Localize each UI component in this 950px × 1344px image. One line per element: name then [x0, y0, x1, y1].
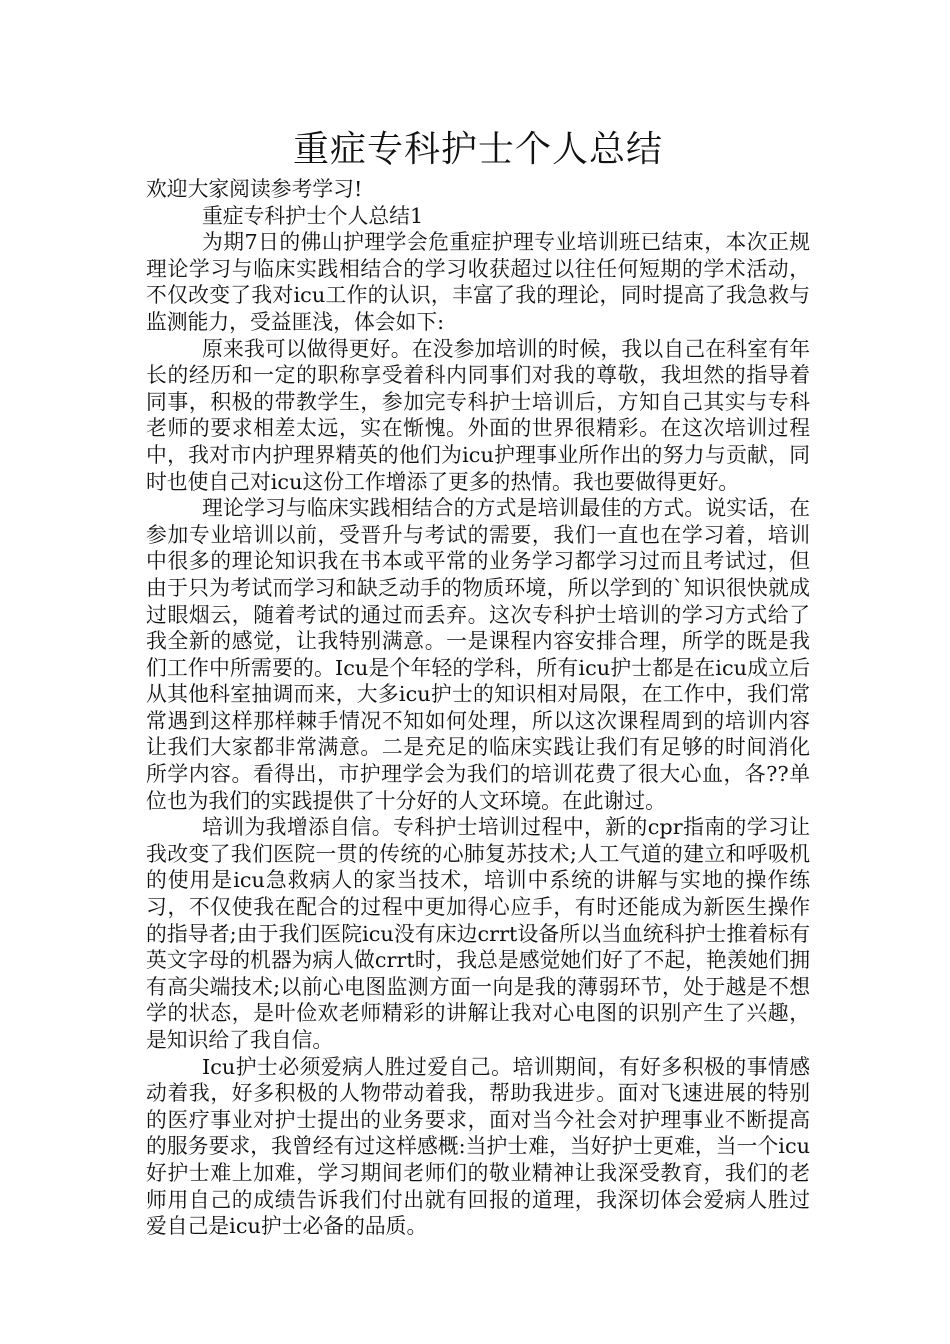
paragraph: 培训为我增添自信。专科护士培训过程中，新的cpr指南的学习让我改变了我们医院一贯的传统的心肺复苏技术;人工气道的建立和呼吸机的使用是icu急救病人的家当技术，培训中系统的讲解与实地的操作练习，不仅使我在配合的过程中更加得心应手，有时还能成为新医生操作的指导者;由于我们医院icu没有床边crrt设备所以当血统科护士推着标有英文字母的机器为病人做crrt时，我总是感觉她们好了不起，艳羡她们拥有高尖端技术;以前心电图监测方面一向是我的薄弱环节，处于越是不想学的状态，是叶俭欢老师精彩的讲解让我对心电图的识别产生了兴趣，是知识给了我自信。: [146, 815, 810, 1052]
paragraph: 为期7日的佛山护理学会危重症护理专业培训班已结束，本次正规理论学习与临床实践相结合的学习收获超过以往任何短期的学术活动，不仅改变了我对icu工作的认识，丰富了我的理论，同时提高了我急救与监测能力，受益匪浅，体会如下:: [146, 230, 810, 334]
paragraph: 原来我可以做得更好。在没参加培训的时候，我以自己在科室有年长的经历和一定的职称享受着科内同事们对我的尊敬，我坦然的指导着同事，积极的带教学生，参加完专科护士培训后，方知自己其实与专科老师的要求相差太远，实在惭愧。外面的世界很精彩。在这次培训过程中，我对市内护理界精英的他们为icu护理事业所作出的努力与贡献，同时也使自己对icu这份工作增添了更多的热情。我也要做得更好。: [146, 336, 810, 494]
section-heading: 重症专科护士个人总结1: [202, 203, 424, 228]
paragraph: 理论学习与临床实践相结合的方式是培训最佳的方式。说实话，在参加专业培训以前，受晋升与考试的需要，我们一直也在学习着，培训中很多的理论知识我在书本或平常的业务学习都学习过而且考试过，但由于只为考试而学习和缺乏动手的物质环境，所以学到的`知识很快就成过眼烟云，随着考试的通过而丢弃。这次专科护士培训的学习方式给了我全新的感觉，让我特别满意。一是课程内容安排合理，所学的既是我们工作中所需要的。Icu是个年轻的学科，所有icu护士都是在icu成立后从其他科室抽调而来，大多icu护士的知识相对局限，在工作中，我们常常遇到这样那样棘手情况不知如何处理，所以这次课程周到的培训内容让我们大家都非常满意。二是充足的临床实践让我们有足够的时间消化所学内容。看得出，市护理学会为我们的培训花费了很大心血，各??单位也为我们的实践提供了十分好的人文环境。在此谢过。: [146, 496, 810, 813]
intro-line: 欢迎大家阅读参考学习!: [146, 177, 363, 201]
paragraph: Icu护士必须爱病人胜过爱自己。培训期间，有好多积极的事情感动着我，好多积极的人物带动着我，帮助我进步。面对飞速进展的特别的医疗事业对护士提出的业务要求，面对当今社会对护理事业不断提高的服务要求，我曾经有过这样感概:当护士难，当好护士更难，当一个icu好护士难上加难，学习期间老师们的敬业精神让我深受教育，我们的老师用自己的成绩告诉我们付出就有回报的道理，我深切体会爱病人胜过爱自己是icu护士必备的品质。: [146, 1054, 810, 1239]
document-page: [146, 126, 810, 1240]
document-title: 重症专科护士个人总结: [292, 129, 663, 170]
